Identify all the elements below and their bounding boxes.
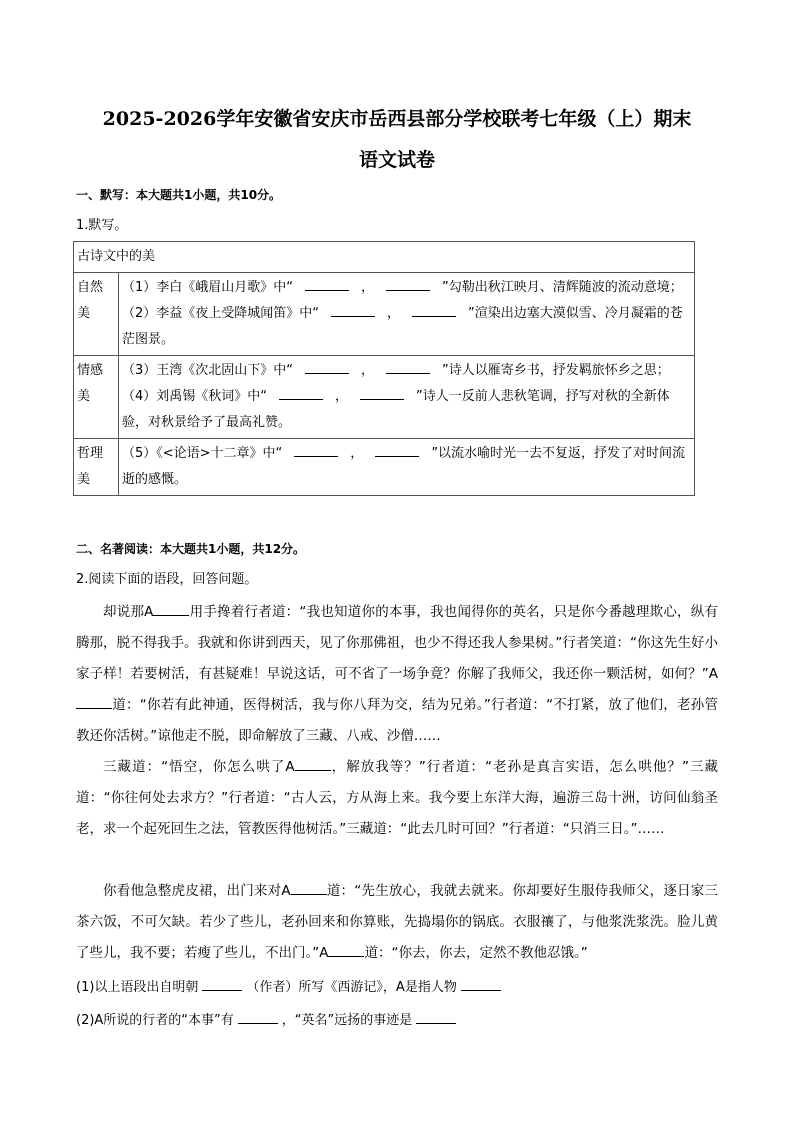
text-segment: ， (387, 306, 401, 321)
exam-title-line2: 语文试卷 (358, 149, 435, 171)
table-row (74, 439, 695, 496)
text-segment: 你看他急整虎皮裙，出门来对A (103, 883, 291, 899)
table-header-cell: 古诗文中的美 (74, 242, 695, 273)
name-blank[interactable] (295, 757, 331, 771)
text-segment: ”渲染出边塞大漠似雪、冷月凝霜的苍茫图景。 (122, 306, 683, 347)
section1-heading: 一、默写：本大题共1小题，共10分。 (76, 188, 282, 202)
fill-blank[interactable] (305, 359, 349, 374)
row-content-emotion (119, 356, 695, 439)
name-blank[interactable] (76, 695, 112, 709)
text-segment: (2)A所说的行者的“本事”有 (76, 1013, 234, 1028)
fill-blank[interactable] (386, 359, 430, 374)
fill-blank[interactable] (375, 442, 419, 457)
row-content-philosophy (119, 439, 695, 496)
section2-heading: 二、名著阅读：本大题共1小题，共12分。 (76, 542, 306, 556)
answer-blank[interactable] (416, 1010, 456, 1024)
table-header-row (74, 242, 695, 273)
fill-blank[interactable] (360, 385, 404, 400)
question1-stem: 1.默写。 (76, 218, 128, 233)
text-segment: ， (350, 446, 364, 461)
fill-blank[interactable] (294, 442, 338, 457)
sub-question-2 (76, 1010, 460, 1030)
name-blank[interactable] (153, 602, 189, 616)
text-segment: ， (361, 280, 375, 295)
text-segment: 用手搀着行者道：“我也知道你的本事，我也闻得你的英名，只是你今番越理欺心，纵有腾那，脱不得我手。我就和你讲到西天，见了你那佛祖，也少不得还我人参果树。”行者笑道：“你这先生好小家子样！若要树活，有甚疑难！早说这话，可不省了一场争竟？你解了我师父，我还你一颗活树，如何？”A (76, 604, 718, 682)
exam-title-line1: 2025-2026学年安徽省安庆市岳西县部分学校联考七年级（上）期末 (102, 108, 692, 130)
text-segment: ”勾勒出秋江映月、清辉随波的流动意境；（2）李益《夜上受降城闻笛》中“ (122, 280, 683, 321)
text-segment: 道：“先生放心，我就去就来。你却要好生服侍我师父，逐日家三茶六饭，不可欠缺。若少了些儿，老孙回来和你算账，先捣塌你的锅底。衣服禳了，与他浆洗浆洗。脸儿黄了些儿，我不要；若瘦了些儿，不出门。”A (76, 883, 718, 961)
answer-blank[interactable] (202, 977, 242, 991)
reading-paragraph-2 (76, 752, 718, 845)
text-segment: （作者）所写《西游记》，A是指人物 (246, 980, 457, 995)
category-philosophy: 哲理美 (74, 439, 119, 496)
name-blank[interactable] (291, 881, 327, 895)
name-blank[interactable] (328, 943, 364, 957)
text-segment: 道：“你去，你去，定然不教他忍饿。” (364, 945, 588, 961)
fill-blank[interactable] (386, 276, 430, 291)
fill-blank[interactable] (331, 302, 375, 317)
text-segment: ，“英名”远扬的事迹是 (281, 1013, 413, 1028)
text-segment: ，解放我等？”行者道：“老孙是真言实语，怎么哄他？”三藏道：“你往何处去求方？”行者道：“古人云，方从海上来。我今要上东洋大海，遍游三岛十洲，访问仙翁圣老，求一个起死回生之法，管教医得他树活。”三藏道：“此去几时可回？”行者道：“只消三日。”…… (76, 759, 718, 837)
text-segment: ”以流水喻时光一去不复返，抒发了对时间流逝的感慨。 (122, 446, 686, 487)
text-segment: ”诗人以雁寄乡书，抒发羁旅怀乡之思；（4）刘禹锡《秋词》中“ (122, 363, 670, 404)
question2-stem: 2.阅读下面的语段，回答问题。 (76, 572, 258, 587)
text-segment: (1)以上语段出自明朝 (76, 980, 199, 995)
text-segment: （3）王湾《次北固山下》中“ (122, 363, 294, 378)
answer-blank[interactable] (461, 977, 501, 991)
row-content-nature (119, 273, 695, 356)
category-emotion: 情感美 (74, 356, 119, 439)
text-segment: ”诗人一反前人悲秋笔调，抒写对秋的全新体验，对秋景给予了最高礼赞。 (122, 389, 670, 430)
text-segment: ， (335, 389, 349, 404)
text-segment: ， (361, 363, 375, 378)
reading-paragraph-1 (76, 597, 718, 752)
text-segment: 道：“你若有此神通，医得树活，我与你八拜为交，结为兄弟。”行者道：“不打紧，放了他们，老孙管教还你活树。”谅他走不脱，即命解放了三藏、八戒、沙僧…… (76, 697, 718, 744)
fill-blank[interactable] (412, 302, 456, 317)
poem-table (73, 241, 695, 496)
reading-paragraph-3 (76, 876, 718, 969)
text-segment: 三藏道：“悟空，你怎么哄了A (103, 759, 295, 775)
text-segment: （5）《<论语>十二章》中“ (122, 446, 283, 461)
fill-blank[interactable] (305, 276, 349, 291)
table-row (74, 273, 695, 356)
text-segment: 却说那A (103, 604, 154, 620)
answer-blank[interactable] (238, 1010, 278, 1024)
category-nature: 自然美 (74, 273, 119, 356)
sub-question-1 (76, 977, 505, 997)
text-segment: （1）李白《峨眉山月歌》中“ (122, 280, 294, 295)
table-row (74, 356, 695, 439)
fill-blank[interactable] (279, 385, 323, 400)
